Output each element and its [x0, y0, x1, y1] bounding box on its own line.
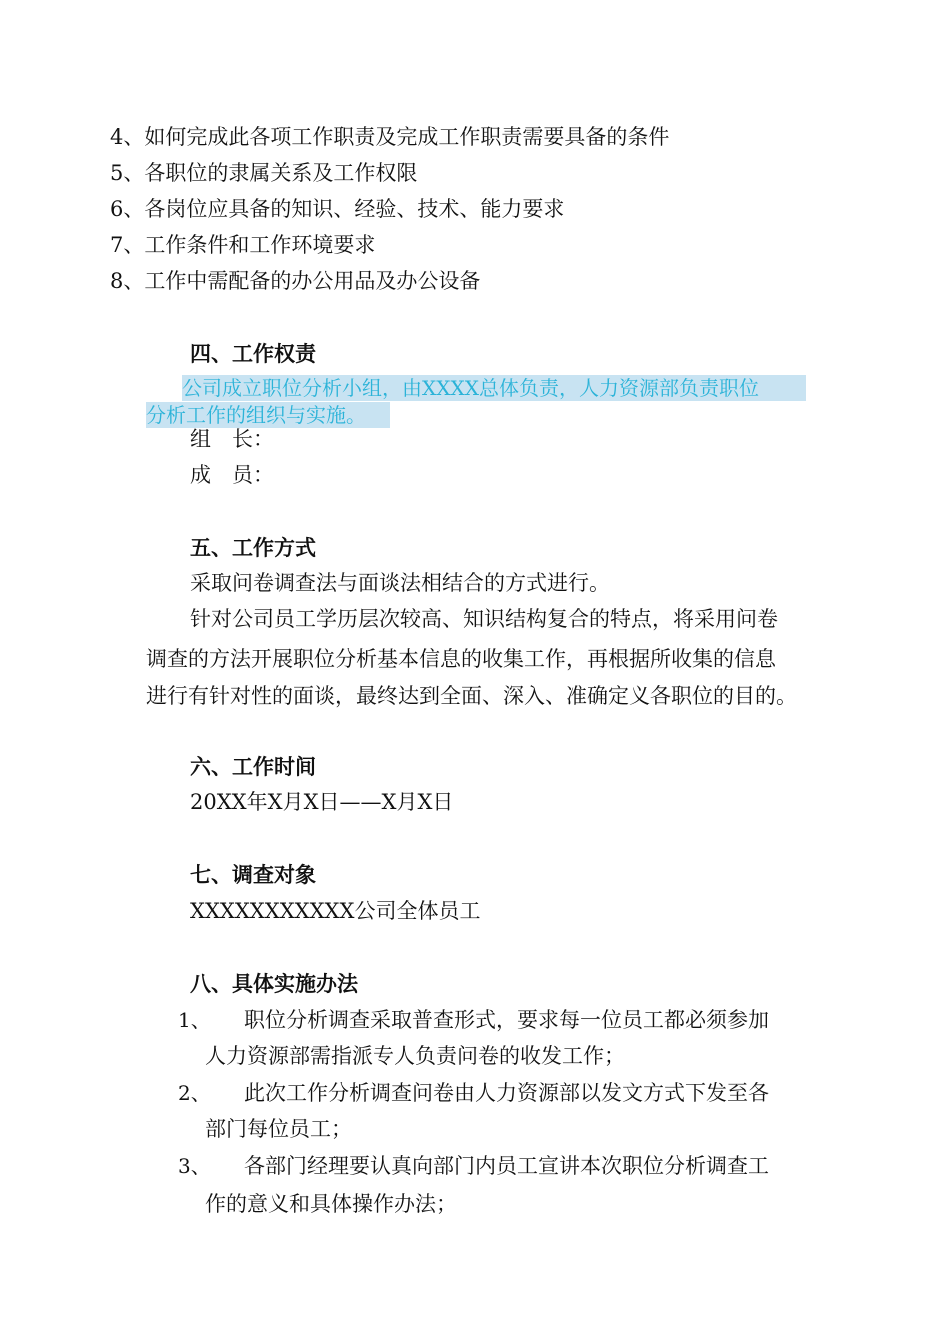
section-heading-implementation: 八、具体实施办法 [190, 972, 358, 996]
work-time-text: 20XX年X月X日——X月X日 [190, 790, 454, 814]
list-item: 6、各岗位应具备的知识、经验、技术、能力要求 [110, 197, 565, 221]
item-text-line: 人力资源部需指派专人负责问卷的收发工作； [205, 1044, 625, 1068]
item-text-line: 此次工作分析调查问卷由人力资源部以发文方式下发至各 [244, 1081, 769, 1105]
list-item: 5、各职位的隶属关系及工作权限 [110, 161, 418, 185]
highlighted-paragraph [146, 375, 808, 427]
paragraph-line: 进行有针对性的面谈，最终达到全面、深入、准确定义各职位的目的。 [146, 684, 797, 708]
list-item: 7、工作条件和工作环境要求 [110, 233, 376, 257]
group-leader-label: 组 长： [190, 427, 274, 451]
section-heading-authority: 四、工作权责 [190, 342, 316, 366]
item-number: 1、 [178, 1008, 211, 1032]
item-text-line: 职位分析调查采取普查形式，要求每一位员工都必须参加 [244, 1008, 769, 1032]
item-number: 2、 [178, 1081, 211, 1105]
item-text-line: 各部门经理要认真向部门内员工宣讲本次职位分析调查工 [244, 1154, 769, 1178]
item-text-line: 部门每位员工； [205, 1117, 352, 1141]
section-heading-time: 六、工作时间 [190, 755, 316, 779]
paragraph-line: 采取问卷调查法与面谈法相结合的方式进行。 [190, 571, 610, 595]
subjects-text: XXXXXXXXXXX公司全体员工 [190, 899, 481, 923]
group-members-label: 成 员： [190, 463, 274, 487]
paragraph-line: 针对公司员工学历层次较高、知识结构复合的特点，将采用问卷 [190, 607, 778, 631]
highlighted-text-line: 分析工作的组织与实施。 [146, 402, 390, 428]
section-heading-method: 五、工作方式 [190, 536, 316, 560]
paragraph-line: 调查的方法开展职位分析基本信息的收集工作，再根据所收集的信息 [146, 647, 776, 671]
item-number: 3、 [178, 1154, 211, 1178]
item-text-line: 作的意义和具体操作办法； [205, 1192, 457, 1216]
list-item: 8、工作中需配备的办公用品及办公设备 [110, 269, 481, 293]
section-heading-subjects: 七、调查对象 [190, 863, 316, 887]
list-item: 4、如何完成此各项工作职责及完成工作职责需要具备的条件 [110, 125, 670, 149]
highlighted-text-line: 公司成立职位分析小组，由XXXX总体负责，人力资源部负责职位 [182, 375, 806, 401]
